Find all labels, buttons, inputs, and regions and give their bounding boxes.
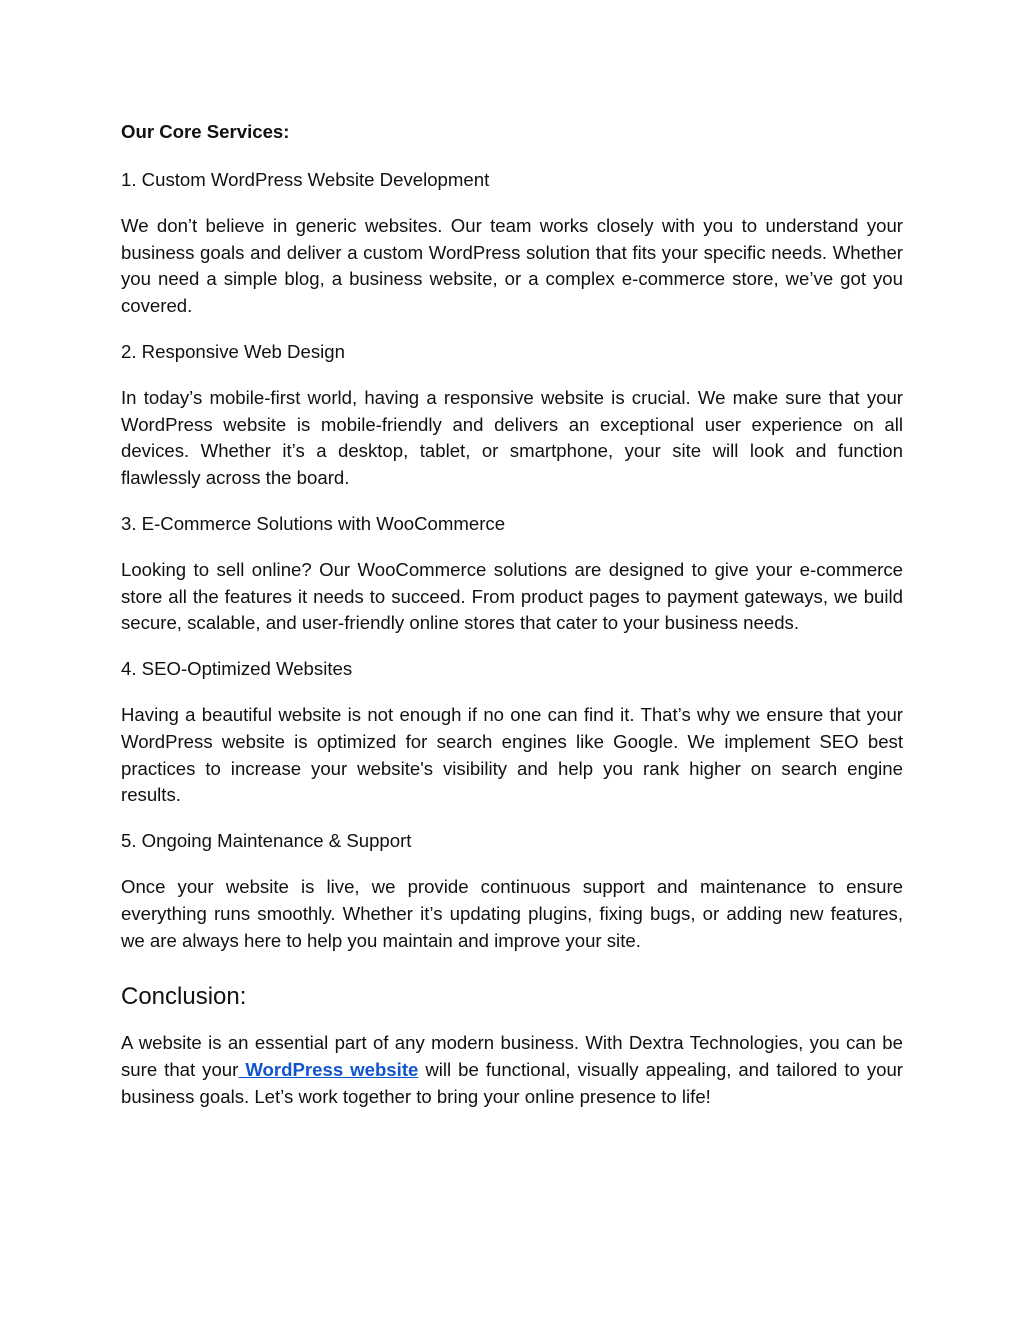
conclusion-text-before: A website is an essential part of any modern business. With Dextra Technologies, you can be sure that your	[121, 1032, 903, 1081]
service-body-5: Once your website is live, we provide continuous support and maintenance to ensure everything runs smoothly. Whether it’s updating plugins, fixing bugs, or adding new features, we are always here to help you maintain and improve your site.	[121, 875, 903, 951]
conclusion-heading: Conclusion:	[121, 983, 247, 1011]
service-title-4: 4. SEO-Optimized Websites	[121, 658, 353, 680]
service-body-2: In today’s mobile-first world, having a responsive website is crucial. We make sure that your WordPress website is mobile-friendly and delivers an exceptional user experience on all devices. Whether it’s a desktop, tablet, or smartphone, your site will look and function flawlessly across the board.	[121, 386, 903, 489]
service-title-1: 1. Custom WordPress Website Development	[121, 169, 490, 190]
service-title-3: 3. E-Commerce Solutions with WooCommerce	[121, 512, 506, 534]
service-body-3: Looking to sell online? Our WooCommerce solutions are designed to give your e-commerce store all the features it needs to succeed. From product pages to payment gateways, we build secure, scalable, and user-friendly online stores that cater to your business needs.	[121, 558, 903, 634]
conclusion-text-after: will be functional, visually appealing, and tailored to your business goals. Let’s work together to bring your online presence to life!	[121, 1059, 904, 1107]
document-page	[121, 118, 903, 1130]
service-body-1: We don’t believe in generic websites. Our team works closely with you to understand your business goals and deliver a custom WordPress solution that fits your specific needs. Whether you need a simple blog, a business website, or a complex e-commerce store, we’ve got you covered.	[121, 214, 903, 317]
wordpress-website-link[interactable]: WordPress website	[238, 1059, 419, 1081]
conclusion-paragraph	[121, 1030, 903, 1110]
service-title-2: 2. Responsive Web Design	[121, 340, 345, 362]
section-heading: Our Core Services:	[121, 121, 290, 142]
service-body-4: Having a beautiful website is not enough if no one can find it. That’s why we ensure that your WordPress website is optimized for search engines like Google. We implement SEO best practices to increase your website's visibility and help you rank higher on search engine results.	[121, 703, 903, 806]
service-title-5: 5. Ongoing Maintenance & Support	[121, 830, 412, 852]
